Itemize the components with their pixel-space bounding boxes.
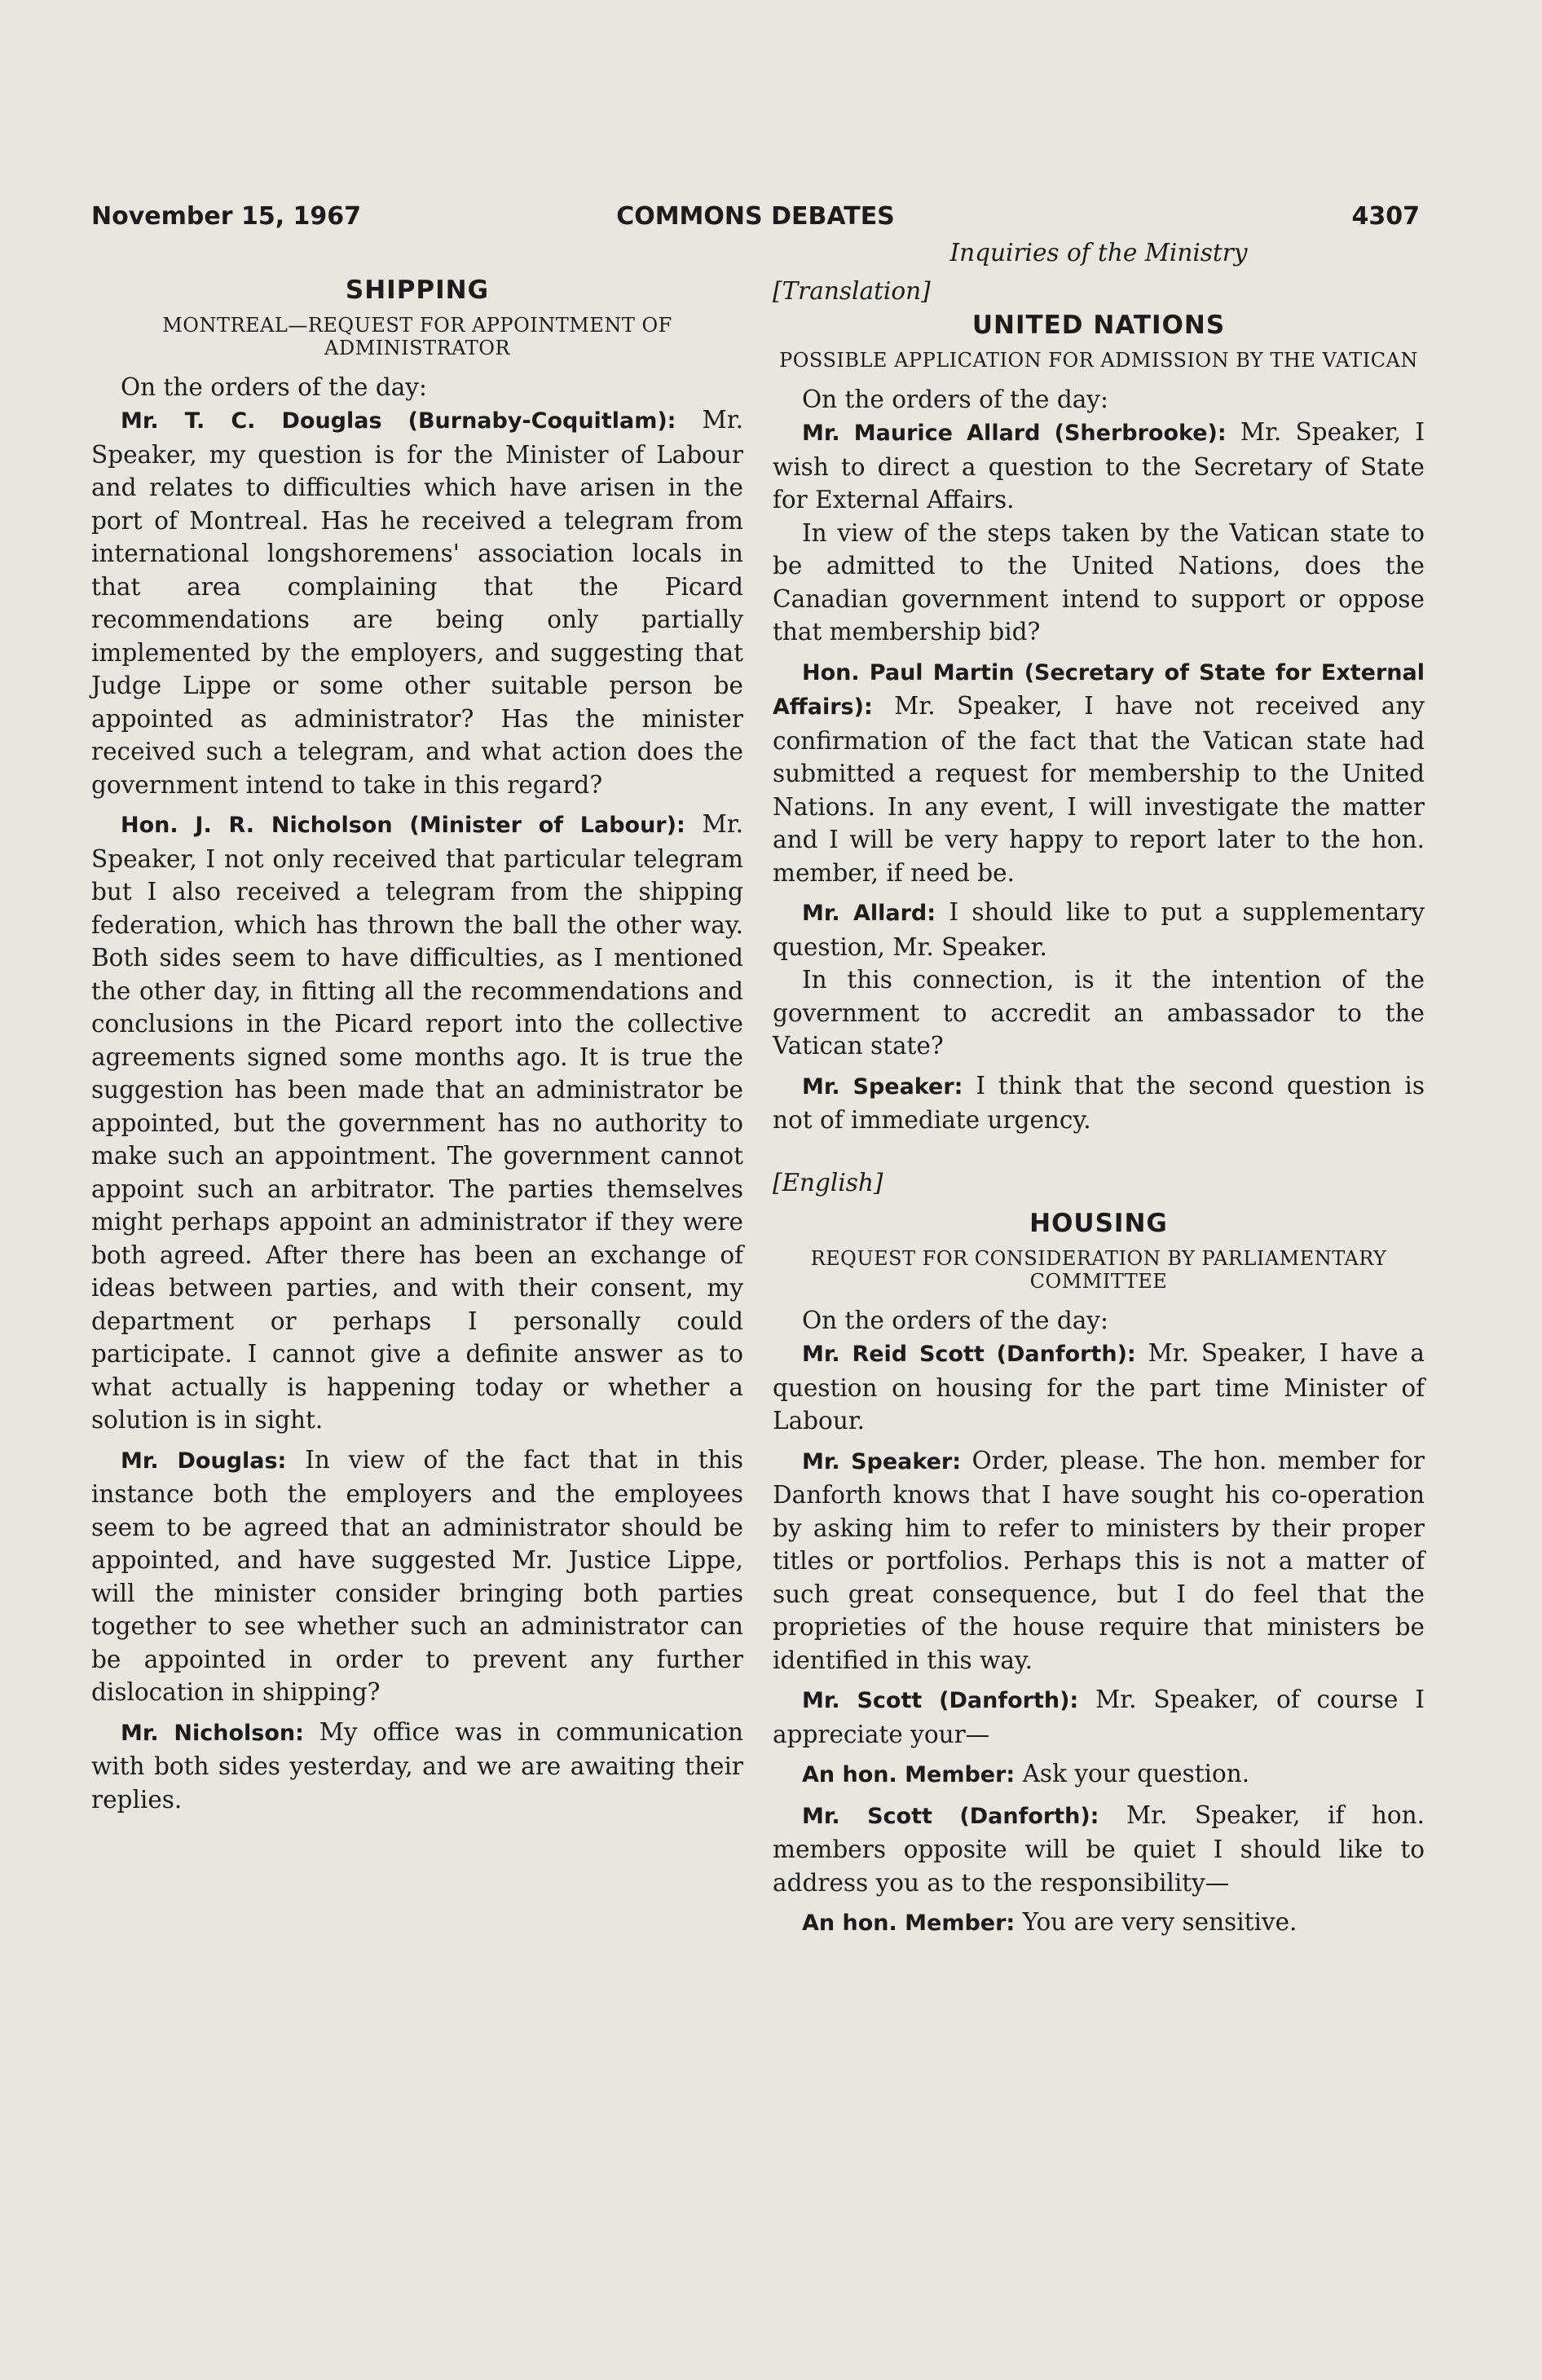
orders-of-day-2: On the orders of the day:	[802, 1306, 1108, 1334]
language-marker-translation: [Translation]	[773, 276, 931, 305]
speech-text: Mr. Speaker, I not only received that particular telegram but I also received a telegram from the shipping federation, which has thrown the ball the other way. Both sides seem to have difficulties, as I mentioned the other day, in fitting all the recommendations and conclusions in the Picard report into the collective agreements signed some months ago. It is true the suggestion has been made that an administrator be appointed, but the government has no authority to make such an appointment. The government cannot appoint such an arbitrator. The parties themselves might perhaps appoint an administrator if they were both agreed. After there has been an exchange of ideas between parties, and with their consent, my department or perhaps I personally could participate. I cannot give a definite answer as to what actually is happening today or whether a solution is in sight.	[91, 810, 743, 1434]
speaker-name: Mr. Scott (Danforth):	[802, 1803, 1099, 1829]
subheading-montreal: MONTREAL—REQUEST FOR APPOINTMENT OF ADMINISTRATOR	[162, 313, 672, 359]
speech-martin	[773, 655, 1425, 890]
header-date: November 15, 1967	[91, 202, 362, 231]
speech-text: Mr. Speaker, I have a question on housing for the part time Minister of Labour.	[773, 1339, 1425, 1435]
speaker-name: Mr. Nicholson:	[121, 1720, 304, 1746]
speaker-name: Mr. Allard:	[802, 901, 936, 926]
speech-text: I should like to put a supplementary question, Mr. Speaker.	[773, 898, 1425, 961]
interjection-2	[773, 1906, 1425, 1941]
speaker-name: Hon. Paul Martin (Secretary of State for External Affairs):	[773, 659, 1425, 720]
speech-text: Mr. Speaker, of course I appreciate your—	[773, 1686, 1425, 1748]
subheading-committee: REQUEST FOR CONSIDERATION BY PARLIAMENTARY COMMITTEE	[810, 1246, 1387, 1293]
speaker-name: Mr. Reid Scott (Danforth):	[802, 1342, 1136, 1367]
section-heading-housing: HOUSING	[1029, 1209, 1168, 1238]
speech-text: Mr. Speaker, if hon. members opposite will be quiet I should like to address you as to the responsibility—	[773, 1800, 1425, 1897]
speech-scott-3	[773, 1799, 1425, 1900]
speech-text: In view of the fact that in this instance both the employers and the employees seem to be agreed that an administrator should be appointed, and have suggested Mr. Justice Lippe, will the minister consider bringing both parties together to see whether such an administrator can be appointed in order to prevent any further dislocation in shipping?	[91, 1445, 743, 1706]
speaker-name: Mr. Maurice Allard (Sherbrooke):	[802, 421, 1227, 446]
header-page-number: 4307	[1351, 202, 1420, 231]
speaker-name: Mr. T. C. Douglas (Burnaby-Coquitlam):	[121, 408, 676, 434]
speech-douglas-2	[91, 1443, 743, 1709]
speech-text: Mr. Speaker, I have not received any confirmation of the fact that the Vatican state had submitted a request for membership to the United Nations. In any event, I will investigate the matter and I will be very happy to report later to the hon. member, if need be.	[773, 692, 1425, 887]
speech-speaker	[773, 1069, 1425, 1137]
speech-allard-2-cont: In this connection, is it the intention of the government to accredit an ambassador to the Vatican state?	[773, 966, 1425, 1060]
speech-speaker-2	[773, 1444, 1425, 1677]
speech-allard	[773, 416, 1425, 517]
language-marker-english: [English]	[773, 1168, 883, 1197]
speech-allard-2	[773, 896, 1425, 963]
speech-text: You are very sensitive.	[1022, 1908, 1297, 1936]
speaker-name: An hon. Member:	[802, 1911, 1016, 1936]
right-column	[773, 236, 1425, 1947]
speaker-name: Mr. Speaker:	[802, 1073, 963, 1100]
speech-text: Order, please. The hon. member for Danforth knows that I have sought his co-operation by asking him to refer to ministers by their proper titles or portfolios. Perhaps this is not a matter of such great consequence, but I do feel that the proprieties of the house require that ministers be identified in this way.	[773, 1446, 1425, 1674]
speech-douglas	[91, 403, 743, 801]
speech-text: I think that the second question is not of immediate urgency.	[773, 1071, 1425, 1134]
orders-of-day: On the orders of the day:	[802, 385, 1108, 413]
page-header	[91, 194, 1420, 243]
speaker-name: Mr. Scott (Danforth):	[802, 1688, 1079, 1713]
speech-nicholson	[91, 808, 743, 1437]
speaker-name: Mr. Douglas:	[121, 1448, 287, 1474]
interjection-1	[773, 1757, 1425, 1792]
running-head: Inquiries of the Ministry	[949, 239, 1248, 267]
speaker-name: Mr. Speaker:	[802, 1448, 962, 1474]
speaker-name: Hon. J. R. Nicholson (Minister of Labour):	[121, 813, 685, 838]
speaker-name: An hon. Member:	[802, 1762, 1016, 1787]
speech-text: Mr. Speaker, my question is for the Minister of Labour and relates to difficulties which have arisen in the port of Montreal. Has he received a telegram from international longshoremens' association locals in that area complaining that the Picard recommendations are being only partially implemented by the employers, and suggesting that Judge Lippe or some other suitable person be appointed as administrator? Has the minister received such a telegram, and what action does the government intend to take in this regard?	[91, 406, 743, 799]
speech-scott	[773, 1337, 1425, 1438]
speech-allard-cont: In view of the steps taken by the Vatican state to be admitted to the United Nations, does the Canadian government intend to support or oppose that membership bid?	[773, 518, 1425, 646]
left-column	[91, 236, 743, 1822]
speech-text: Ask your question.	[1022, 1760, 1250, 1787]
section-heading-shipping: SHIPPING	[345, 275, 490, 305]
orders-of-day: On the orders of the day:	[121, 372, 427, 401]
speech-text: My office was in communication with both sides yesterday, and we are awaiting their replies.	[91, 1717, 743, 1814]
header-title: COMMONS DEBATES	[616, 202, 895, 231]
section-heading-united-nations: UNITED NATIONS	[971, 311, 1226, 340]
speech-scott-2	[773, 1683, 1425, 1751]
speech-nicholson-2	[91, 1716, 743, 1817]
speech-text: Mr. Speaker, I wish to direct a question to the Secretary of State for External Affairs.	[773, 418, 1425, 513]
subheading-vatican: POSSIBLE APPLICATION FOR ADMISSION BY THE VATICAN	[779, 348, 1418, 372]
